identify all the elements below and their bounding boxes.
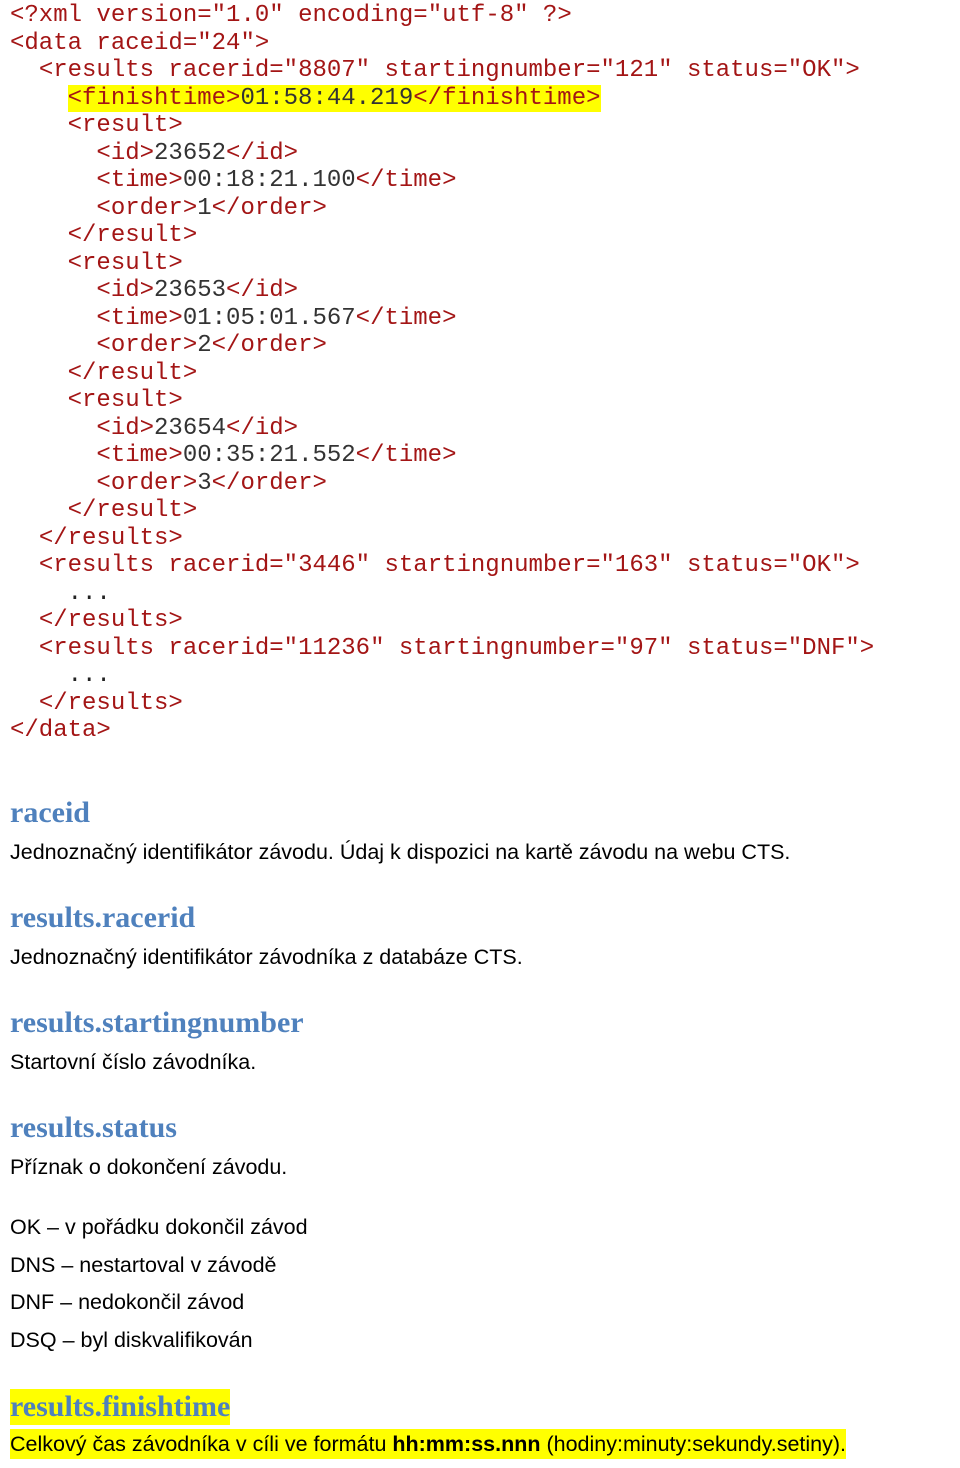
code-line (10, 525, 874, 553)
code-line (10, 387, 874, 415)
code-line-text: <time>00:35:21.552</time> (96, 442, 457, 469)
code-line-text: <results racerid="3446" startingnumber="163" status="OK"> (38, 552, 860, 579)
field-description: Jednoznačný identifikátor závodu. Údaj k dispozici na kartě závodu na webu CTS. (10, 840, 791, 864)
code-line (10, 57, 874, 85)
code-line-text: <result> (67, 387, 183, 414)
code-line-text: ... (67, 662, 111, 689)
finishtime-desc-suffix: (hodiny:minuty:sekundy.setiny). (540, 1432, 846, 1456)
code-line (10, 112, 874, 140)
field-description: Jednoznačný identifikátor závodníka z databáze CTS. (10, 945, 523, 969)
field-heading: results.racerid (10, 901, 196, 934)
field-description: Příznak o dokončení závodu. (10, 1155, 288, 1179)
code-line-text: <results racerid="11236" startingnumber="97" status="DNF"> (38, 634, 875, 662)
code-line (10, 195, 874, 223)
code-line (10, 497, 874, 525)
xml-code-listing (10, 2, 874, 745)
code-line (10, 415, 874, 443)
finishtime-desc-prefix: Celkový čas závodníka v cíli ve formátu (10, 1432, 393, 1456)
code-line-text: </results> (38, 524, 183, 552)
code-line (10, 470, 874, 498)
code-line (10, 140, 874, 168)
code-line-text: </data> (10, 717, 111, 744)
code-line (10, 717, 874, 745)
code-line (10, 442, 874, 470)
code-line (10, 167, 874, 195)
code-line (10, 2, 874, 30)
code-line-text: <results racerid="8807" startingnumber="121" status="OK"> (38, 57, 860, 84)
code-line-text: <data raceid="24"> (10, 29, 270, 57)
finishtime-format: hh:mm:ss.nnn (392, 1432, 541, 1456)
field-description: Startovní číslo závodníka. (10, 1050, 257, 1074)
status-item-dsq: DSQ – byl diskvalifikován (10, 1327, 253, 1352)
code-line-text: <time>00:18:21.100</time> (96, 167, 457, 194)
code-line (10, 580, 874, 608)
code-line-text: ... (67, 579, 111, 607)
code-line (10, 635, 874, 663)
code-line-text: <id>23653</id> (96, 277, 299, 304)
field-block-raceid (10, 795, 955, 867)
code-line-text: <result> (67, 249, 183, 277)
code-line (10, 552, 874, 580)
status-item-dns: DNS – nestartoval v závodě (10, 1252, 277, 1277)
field-heading: raceid (10, 796, 90, 829)
code-line (10, 332, 874, 360)
code-line (10, 222, 874, 250)
code-line (10, 607, 874, 635)
code-line-text: <time>01:05:01.567</time> (96, 304, 457, 332)
code-line-text: </results> (38, 607, 183, 634)
code-line (10, 30, 874, 58)
field-heading: results.status (10, 1111, 177, 1144)
status-item-ok: OK – v pořádku dokončil závod (10, 1215, 308, 1239)
code-line (10, 85, 874, 113)
code-line-text: <id>23652</id> (96, 139, 299, 167)
code-line-text: <id>23654</id> (96, 414, 299, 442)
status-item-dnf: DNF – nedokončil závod (10, 1290, 245, 1314)
code-line (10, 250, 874, 278)
code-line-text: <result> (67, 112, 183, 139)
code-line-text: <order>3</order> (96, 469, 327, 497)
field-block-finishtime (10, 1359, 955, 1459)
code-line (10, 690, 874, 718)
status-code-list (10, 1209, 955, 1359)
code-line-text: <?xml version="1.0" encoding="utf-8" ?> (10, 2, 572, 29)
code-line-text: <finishtime>01:58:44.219</finishtime> (67, 84, 601, 112)
code-line (10, 305, 874, 333)
code-line (10, 662, 874, 690)
field-documentation (10, 795, 955, 1459)
code-line-text: </result> (67, 222, 198, 249)
code-line (10, 277, 874, 305)
code-line-text: </results> (38, 689, 183, 717)
field-block-racerid (10, 900, 955, 972)
code-line (10, 360, 874, 388)
field-description-highlighted (10, 1429, 846, 1459)
code-line-text: <order>1</order> (96, 194, 327, 222)
code-line-text: </result> (67, 359, 198, 387)
code-line-text: </result> (67, 497, 198, 524)
field-block-status (10, 1110, 955, 1182)
field-block-startingnumber (10, 1005, 955, 1077)
code-line-text: <order>2</order> (96, 332, 327, 359)
field-heading: results.startingnumber (10, 1006, 304, 1039)
field-heading-highlighted: results.finishtime (10, 1390, 231, 1423)
